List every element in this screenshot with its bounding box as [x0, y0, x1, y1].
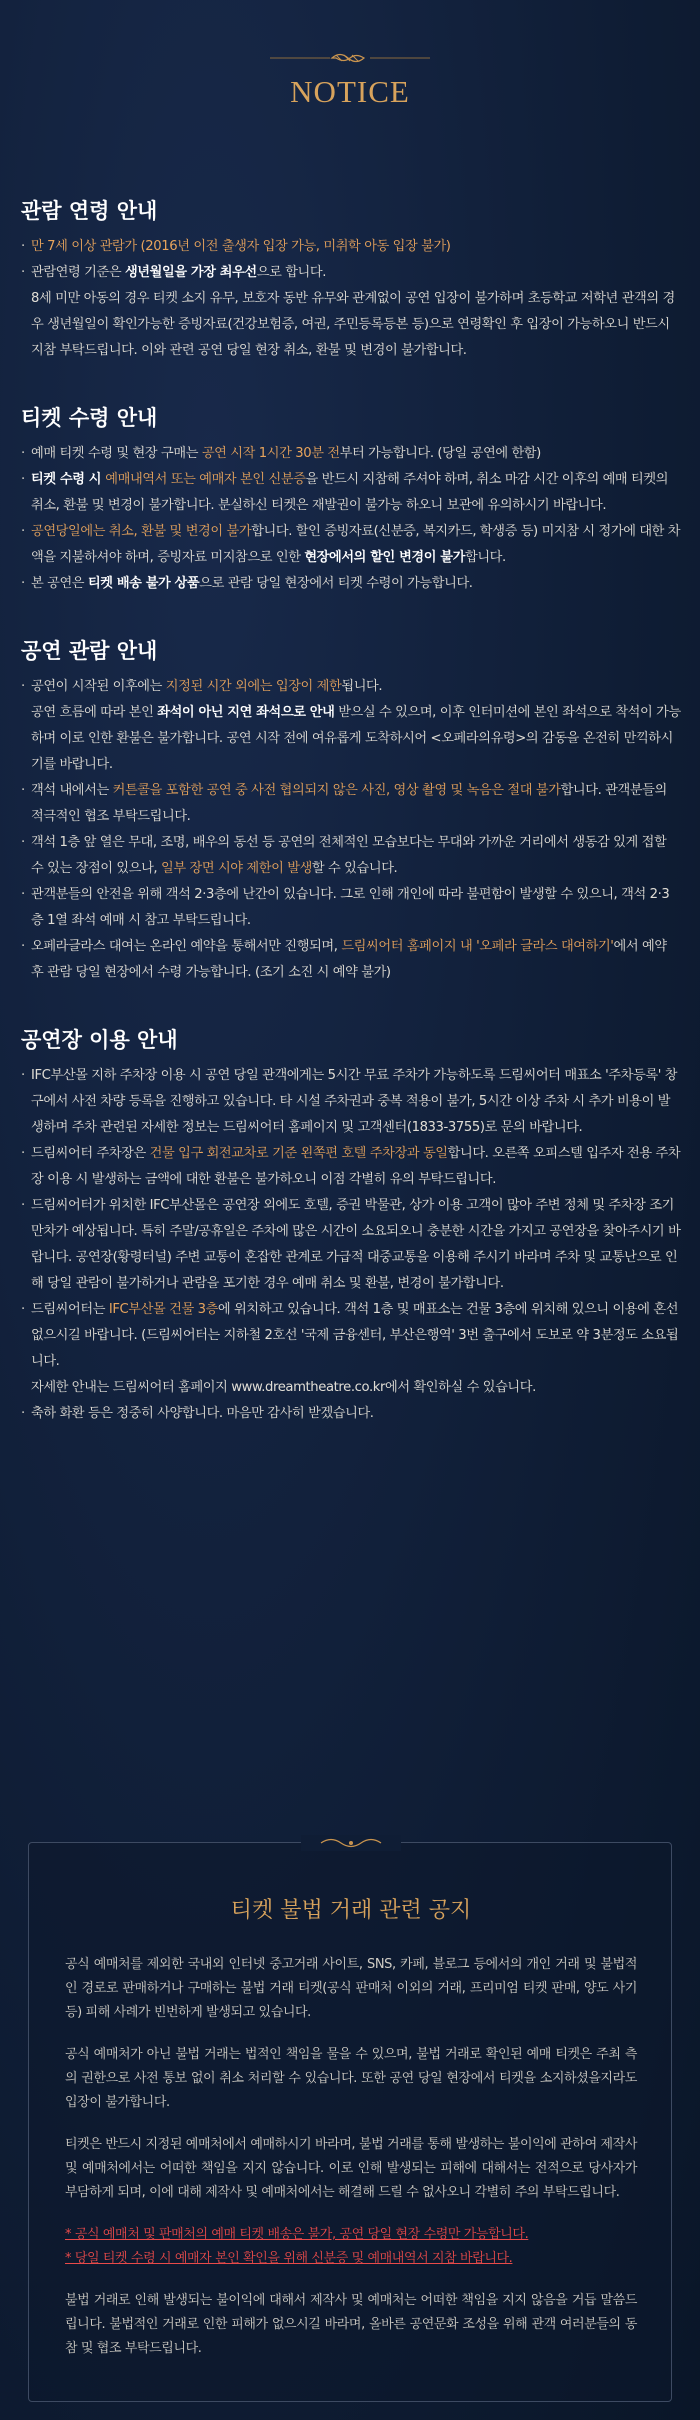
item-text: 8세 미만 아동의 경우 티켓 소지 유무, 보호자 동반 유무와 관계없이 공연 입장이 불가하며 초등학교 저학년 관객의 경우 생년월일이 확인가능한 증빙자료(건강보험증, 여권, 주민등록등본 등)으로 연령확인 후 입장이 가능하오니 반드시 지참 부탁드립니다. 이와 관련 공연 당일 현장 취소, 환불 및 변경이 불가합니다. — [31, 291, 675, 358]
section-title: 공연 관람 안내 — [21, 639, 158, 663]
bullet-dot: · — [21, 1406, 25, 1421]
item-text: 객석 1층 앞 열은 무대, 조명, 배우의 동선 등 공연의 전체적인 모습보다는 무대와 가까운 거리에서 생동감 있게 접할 수 있는 장점이 있으나, — [31, 835, 667, 876]
notice-item — [21, 571, 681, 597]
highlight-text: IFC부산몰 건물 3층 — [108, 1302, 218, 1317]
bullet-dot: · — [21, 783, 25, 798]
item-text: 오페라글라스 대여는 온라인 예약을 통해서만 진행되며, — [31, 939, 342, 954]
item-text: 공연이 시작된 이후에는 — [31, 679, 166, 694]
illegal-box-title: 티켓 불법 거래 관련 공지 — [230, 1898, 472, 1923]
highlight-text: 만 7세 이상 관람가 (2016년 이전 출생자 입장 가능, 미취학 아동 입장 불가) — [31, 239, 451, 254]
item-text: 축하 화환 등은 정중히 사양합니다. 마음만 감사히 받겠습니다. — [31, 1406, 374, 1421]
item-text: 관람연령 기준은 — [31, 265, 125, 280]
bullet-dot: · — [21, 265, 25, 280]
illegal-box-paragraph: 티켓은 반드시 지정된 예매처에서 예매하시기 바라며, 불법 거래를 통해 발생하는 불이익에 관하여 제작사 및 예매처에서는 어떠한 책임을 지지 않습니다. 이로 인해 발생되는 피해에 대해서는 전적으로 당사자가 부담하게 되며, 이에 대해 제작사 및 예매처에서는 해결해 드릴 수 없사오니 각별히 주의 부탁드립니다. — [65, 2137, 637, 2200]
item-text: 관객분들의 안전을 위해 객석 2·3층에 난간이 있습니다. 그로 인해 개인에 따라 불편함이 발생할 수 있으니, 객석 2·3층 1열 좌석 예매 시 참고 부탁드립니다. — [31, 887, 670, 928]
bullet-dot: · — [21, 1068, 25, 1083]
section-title: 티켓 수령 안내 — [21, 406, 158, 430]
illegal-box-paragraph: 공식 예매처를 제외한 국내외 인터넷 중고거래 사이트, SNS, 카페, 블로그 등에서의 개인 거래 및 불법적인 경로로 판매하거나 구매하는 불법 거래 티켓(공식 판매처 이외의 거래, 프리미엄 티켓 판매, 양도 사기 등) 피해 사례가 빈번하게 발생되고 있습니다. — [65, 1957, 637, 2020]
ornament-divider-icon — [270, 50, 430, 66]
item-text: 받으실 수 있으며, 이후 인터미션에 본인 좌석으로 착석이 가능하며 이로 인한 환불은 불가합니다. 공연 시작 전에 여유롭게 도착하시어 <오페라의유령>의 감동을 온전히 만끽하시기를 바랍니다. — [31, 705, 681, 772]
item-text: 객석 내에서는 — [31, 783, 113, 798]
notice-item — [21, 467, 681, 519]
bullet-dot: · — [21, 576, 25, 591]
illegal-box-paragraph: 공식 예매처가 아닌 불법 거래는 법적인 책임을 물을 수 있으며, 불법 거래로 확인된 예매 티켓은 주최 측의 권한으로 사전 통보 없이 취소 처리할 수 있습니다. 또한 공연 당일 현장에서 티켓을 소지하셨을지라도 입장이 불가합니다. — [65, 2047, 637, 2110]
illegal-box-body — [65, 1953, 637, 2379]
warning-list — [65, 2223, 637, 2271]
notice-section — [21, 402, 681, 597]
bullet-dot: · — [21, 446, 25, 461]
bold-text: 현장에서의 할인 변경이 불가 — [304, 550, 465, 565]
item-text: 공연 흐름에 따라 본인 — [31, 705, 158, 720]
item-text: 드림씨어터 주차장은 — [31, 1146, 150, 1161]
bold-text: 생년월일을 가장 최우선 — [124, 265, 257, 280]
item-text: 드림씨어터가 위치한 IFC부산몰은 공연장 외에도 호텔, 증권 박물관, 상가 이용 고객이 많아 주변 정체 및 주차장 조기 만차가 예상됩니다. 특히 주말/공휴일은 주차에 많은 시간이 소요되오니 충분한 시간을 가지고 공연장을 찾아주시기 바랍니다. 공연장(황령터널) 주변 교통이 혼잡한 관계로 가급적 대중교통을 이용해 주시기 바라며 주차 및 교통난으로 인해 당일 관람이 불가하거나 관람을 포기한 경우 예매 취소 및 환불, 변경이 불가합니다. — [31, 1198, 681, 1291]
highlight-text: 예매내역서 또는 예매자 본인 신분증 — [105, 472, 306, 487]
bullet-dot: · — [21, 1146, 25, 1161]
notice-item — [21, 1297, 681, 1375]
item-text: 합니다. 오른쪽 오피스텔 입주자 전용 주차장 이용 시 발생하는 금액에 대한 환불은 불가하오니 이점 각별히 유의 부탁드립니다. — [31, 1146, 681, 1187]
item-text: 예매 티켓 수령 및 현장 구매는 — [31, 446, 202, 461]
item-text: 을 반드시 지참해 주셔야 하며, 취소 마감 시간 이후의 예매 티켓의 취소, 환불 및 변경이 불가합니다. 분실하신 티켓은 재발권이 불가능 하오니 보관에 유의하시기 바랍니다. — [31, 472, 669, 513]
section-title: 관람 연령 안내 — [21, 199, 158, 223]
notice-section — [21, 1024, 681, 1427]
warning-line: * 당일 티켓 수령 시 예매자 본인 확인을 위해 신분증 및 예매내역서 지참 바랍니다. — [65, 2251, 513, 2266]
notice-item — [21, 934, 681, 986]
highlight-text: 공연 시작 1시간 30분 전 — [201, 446, 340, 461]
notice-item — [21, 1401, 681, 1427]
notice-item — [21, 700, 681, 778]
notice-content — [21, 195, 681, 1465]
bullet-dot: · — [21, 1198, 25, 1213]
item-text: 부터 가능합니다. (당일 공연에 한함) — [339, 446, 541, 461]
bold-text: 좌석이 아닌 지연 좌석으로 안내 — [157, 705, 335, 720]
highlight-text: 커튼콜을 포함한 공연 중 사전 협의되지 않은 사진, 영상 촬영 및 녹음은 절대 불가 — [112, 783, 561, 798]
highlight-text: 일부 장면 시야 제한이 발생 — [161, 861, 312, 876]
bullet-dot: · — [21, 1302, 25, 1317]
item-text: 합니다. 관객분들의 적극적인 협조 부탁드립니다. — [31, 783, 667, 824]
section-title: 공연장 이용 안내 — [21, 1028, 178, 1052]
notice-item — [21, 519, 681, 571]
item-text: IFC부산몰 지하 주차장 이용 시 공연 당일 관객에게는 5시간 무료 주차가 가능하도록 드림씨어터 매표소 '주차등록' 창구에서 사전 차량 등록을 진행하고 있습니다. 타 시설 주차권과 중복 적용이 불가, 5시간 이상 주차 시 추가 비용이 발생하며 주차 관련된 자세한 정보는 드림씨어터 홈페이지 및 고객센터(1833-3755)로 문의 바랍니다. — [31, 1068, 678, 1135]
notice-item — [21, 286, 681, 364]
bullet-dot: · — [21, 887, 25, 902]
notice-item — [21, 1193, 681, 1297]
bullet-dot: · — [21, 939, 25, 954]
notice-item — [21, 1141, 681, 1193]
item-text: 에서 예약 후 관람 당일 현장에서 수령 가능합니다. (조기 소진 시 예약 불가) — [31, 939, 667, 980]
item-text: 됩니다. — [341, 679, 383, 694]
item-text: 으로 관람 당일 현장에서 티켓 수령이 가능합니다. — [199, 576, 473, 591]
notice-item — [21, 441, 681, 467]
item-text: 합니다. 할인 증빙자료(신분증, 복지카드, 학생증 등) 미지참 시 정가에 대한 차액을 지불하셔야 하며, 증빙자료 미지참으로 인한 — [31, 524, 681, 565]
notice-item — [21, 882, 681, 934]
item-text: 으로 합니다. — [256, 265, 327, 280]
notice-item — [21, 1375, 681, 1401]
bold-text: 티켓 수령 시 — [31, 472, 106, 487]
item-text: 합니다. — [464, 550, 506, 565]
bullet-dot: · — [21, 679, 25, 694]
notice-item — [21, 830, 681, 882]
highlight-text: 건물 입구 회전교차로 기준 왼쪽편 호텔 주차장과 동일 — [149, 1146, 448, 1161]
highlight-text: 드림씨어터 홈페이지 내 '오페라 글라스 대여하기' — [341, 939, 614, 954]
notice-item — [21, 674, 681, 700]
warning-line: * 공식 예매처 및 판매처의 예매 티켓 배송은 불가, 공연 당일 현장 수령만 가능합니다. — [65, 2227, 529, 2242]
illegal-trade-notice-box — [28, 1842, 672, 2402]
item-text: 드림씨어터는 — [31, 1302, 109, 1317]
notice-section — [21, 635, 681, 986]
bullet-dot: · — [21, 472, 25, 487]
highlight-text: 공연당일에는 취소, 환불 및 변경이 불가 — [31, 524, 252, 539]
item-text: 에 위치하고 있습니다. 객석 1층 및 매표소는 건물 3층에 위치해 있으니 이용에 혼선 없으시길 바랍니다. (드림씨어터는 지하철 2호선 '국제 금융센터, 부산은행역' 3번 출구에서 도보로 약 3분정도 소요됩니다. — [31, 1302, 679, 1369]
bullet-dot: · — [21, 239, 25, 254]
notice-item — [21, 778, 681, 830]
highlight-text: 지정된 시간 외에는 입장이 제한 — [165, 679, 342, 694]
page-header — [0, 50, 700, 110]
notice-item — [21, 234, 681, 260]
box-ornament-icon — [301, 1835, 401, 1851]
notice-item — [21, 1063, 681, 1141]
notice-section — [21, 195, 681, 364]
bold-text: 티켓 배송 불가 상품 — [87, 576, 200, 591]
bullet-dot: · — [21, 835, 25, 850]
item-text: 본 공연은 — [31, 576, 88, 591]
item-text: 자세한 안내는 드림씨어터 홈페이지 www.dreamtheatre.co.kr에서 확인하실 수 있습니다. — [31, 1380, 536, 1395]
item-text: 할 수 있습니다. — [311, 861, 398, 876]
notice-item — [21, 260, 681, 286]
bullet-dot: · — [21, 524, 25, 539]
illegal-box-closing: 불법 거래로 인해 발생되는 불이익에 대해서 제작사 및 예매처는 어떠한 책임을 지지 않음을 거듭 말씀드립니다. 불법적인 거래로 인한 피해가 없으시길 바라며, 올바른 공연문화 조성을 위해 관객 여러분들의 동참 및 협조 부탁드립니다. — [65, 2293, 637, 2356]
page-title: NOTICE — [290, 74, 410, 109]
